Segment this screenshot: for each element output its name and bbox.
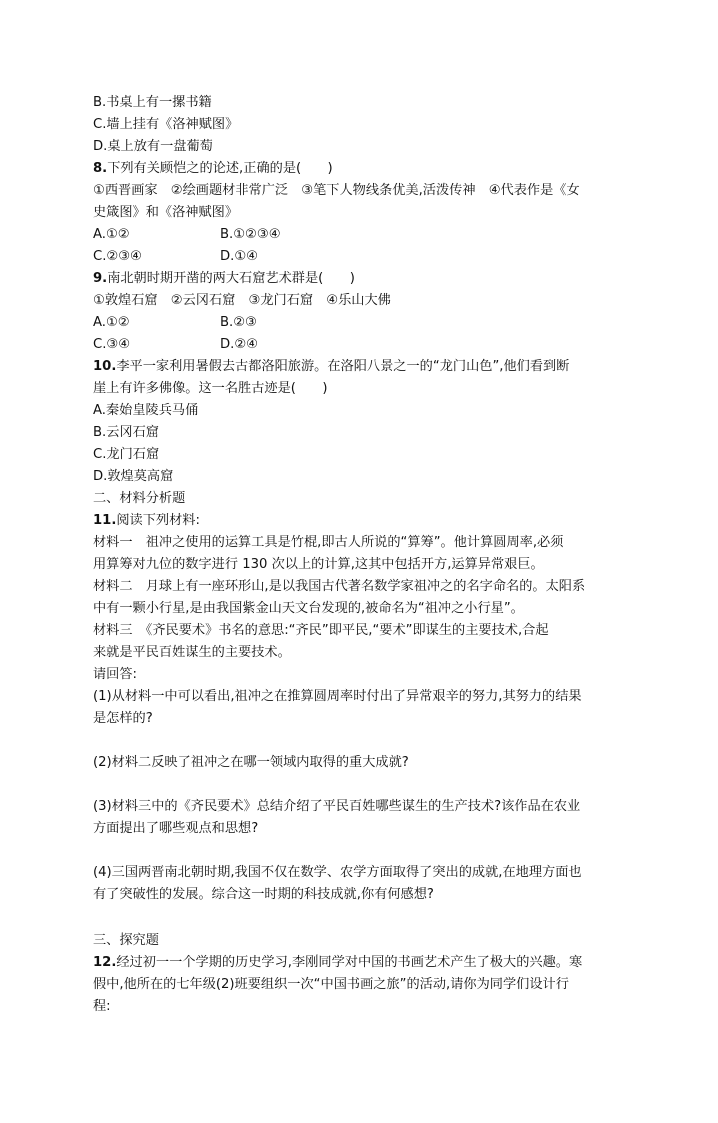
q9-option-d: D.②④: [220, 337, 258, 352]
q9-number: 9.: [93, 271, 108, 286]
q7-option-b: B.书桌上有一摞书籍: [93, 95, 212, 110]
q8-stem-text: 下列有关顾恺之的论述,正确的是( ): [107, 161, 333, 176]
q8-options-row2: [93, 246, 633, 268]
q12-stem-line3: 程:: [93, 999, 111, 1014]
q8-stem: [93, 158, 633, 180]
q11-material2-line1: 材料二 月球上有一座环形山,是以我国古代著名数学家祖冲之的名字命名的。太阳系: [93, 579, 586, 594]
q10-stem-line2: 崖上有许多佛像。这一名胜古迹是( ): [93, 381, 328, 396]
q10-number: 10.: [93, 359, 117, 374]
q8-option-a: A.①②: [93, 227, 130, 242]
q11-sub3-line1: (3)材料三中的《齐民要术》总结介绍了平民百姓哪些谋生的生产技术?该作品在农业: [93, 799, 581, 814]
answer-space: [93, 774, 633, 796]
q9-option-b: B.②③: [220, 315, 257, 330]
q7-option-c: C.墙上挂有《洛神赋图》: [93, 117, 239, 132]
q9-stem-text: 南北朝时期开凿的两大石窟艺术群是( ): [107, 271, 355, 286]
q11-sub4-line2: 有了突破性的发展。综合这一时期的科技成就,你有何感想?: [93, 887, 434, 902]
q8-items-line1: ①西晋画家 ②绘画题材非常广泛 ③笔下人物线条优美,活泼传神 ④代表作是《女: [93, 183, 580, 198]
q11-number: 11.: [93, 513, 117, 528]
q11-material1-line2: 用算筹对九位的数字进行 130 次以上的计算,这其中包括开方,运算异常艰巨。: [93, 557, 544, 572]
q10-stem-text: 李平一家利用暑假去古都洛阳旅游。在洛阳八景之一的“龙门山色”,他们看到断: [116, 359, 570, 374]
answer-space: [93, 906, 633, 930]
exam-page: [93, 92, 633, 1018]
q11-sub2: (2)材料二反映了祖冲之在哪一领域内取得的重大成就?: [93, 755, 409, 770]
q11-sub1-line2: 是怎样的?: [93, 711, 153, 726]
q8-option-c: C.②③④: [93, 249, 142, 264]
answer-space: [93, 840, 633, 862]
q12-stem-line2: 假中,他所在的七年级(2)班要组织一次“中国书画之旅”的活动,请你为同学们设计行: [93, 977, 569, 992]
section3-title: 三、探究题: [93, 933, 159, 948]
q10-option-d: D.敦煌莫高窟: [93, 469, 174, 484]
q11-material1-line1: 材料一 祖冲之使用的运算工具是竹棍,即古人所说的“算筹”。他计算圆周率,必须: [93, 535, 564, 550]
q9-items: ①敦煌石窟 ②云冈石窟 ③龙门石窟 ④乐山大佛: [93, 293, 391, 308]
q9-option-c: C.③④: [93, 337, 131, 352]
q7-option-d: D.桌上放有一盘葡萄: [93, 139, 213, 154]
q8-options-row1: [93, 224, 633, 246]
q11-sub4-line1: (4)三国两晋南北朝时期,我国不仅在数学、农学方面取得了突出的成就,在地理方面也: [93, 865, 582, 880]
q9-stem: [93, 268, 633, 290]
q11-stem: [93, 510, 633, 532]
q8-option-b: B.①②③④: [220, 227, 281, 242]
q10-option-b: B.云冈石窟: [93, 425, 159, 440]
q9-options-row2: [93, 334, 633, 356]
answer-space: [93, 730, 633, 752]
q9-option-a: A.①②: [93, 315, 130, 330]
q8-items-line2: 史箴图》和《洛神赋图》: [93, 205, 239, 220]
q11-material3-line1: 材料三 《齐民要术》书名的意思:“齐民”即平民,“要术”即谋生的主要技术,合起: [93, 623, 549, 638]
q11-material3-line2: 来就是平民百姓谋生的主要技术。: [93, 645, 291, 660]
q11-ask: 请回答:: [93, 667, 138, 682]
q11-sub1-line1: (1)从材料一中可以看出,祖冲之在推算圆周率时付出了异常艰辛的努力,其努力的结果: [93, 689, 582, 704]
q11-stem-text: 阅读下列材料:: [116, 513, 200, 528]
q12-number: 12.: [93, 955, 117, 970]
q11-material2-line2: 中有一颗小行星,是由我国紫金山天文台发现的,被命名为“祖冲之小行星”。: [93, 601, 524, 616]
section2-title: 二、材料分析题: [93, 491, 186, 506]
q12-stem-line1: [93, 952, 633, 974]
q8-option-d: D.①④: [220, 249, 258, 264]
q9-options-row1: [93, 312, 633, 334]
q10-option-a: A.秦始皇陵兵马俑: [93, 403, 199, 418]
q12-stem-text: 经过初一一个学期的历史学习,李刚同学对中国的书画艺术产生了极大的兴趣。寒: [116, 955, 583, 970]
q10-stem-line1: [93, 356, 633, 378]
q8-number: 8.: [93, 161, 108, 176]
q11-sub3-line2: 方面提出了哪些观点和思想?: [93, 821, 259, 836]
q10-option-c: C.龙门石窟: [93, 447, 160, 462]
